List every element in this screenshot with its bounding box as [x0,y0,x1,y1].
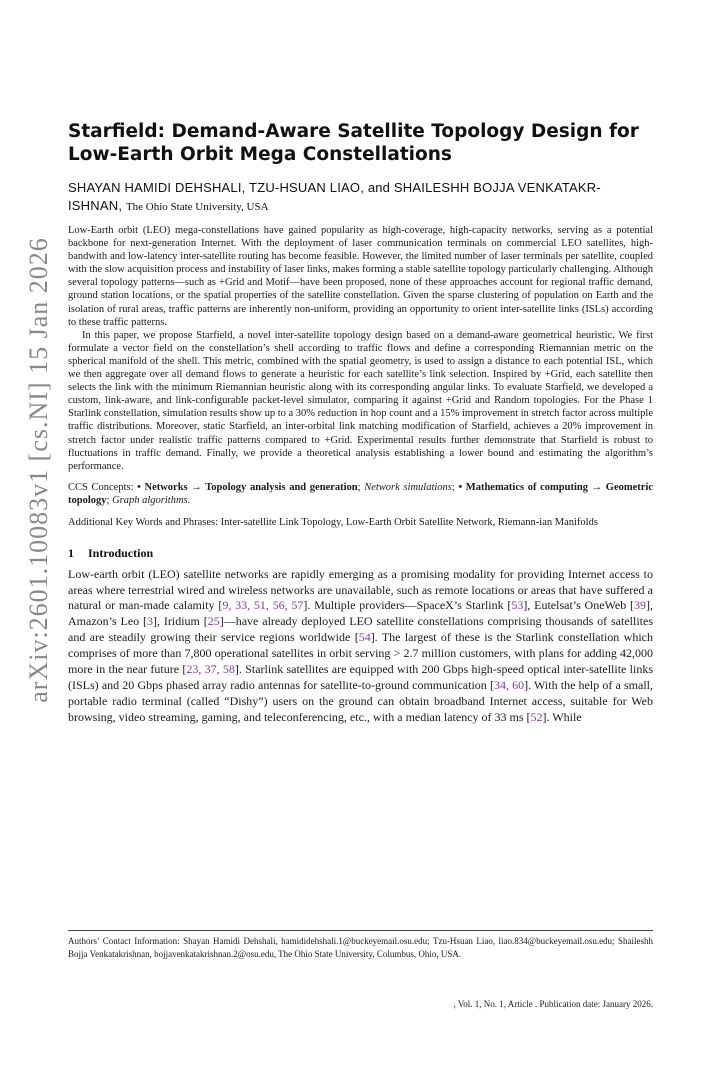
citation-link[interactable]: 54 [358,630,371,645]
section-heading-introduction [68,546,653,561]
citation-link[interactable]: 39 [634,598,646,613]
citation-link[interactable]: 25 [207,614,220,629]
ccs-term-network-simulations: Network simulations [364,481,452,493]
abstract-paragraph-1: Low-Earth orbit (LEO) mega-constellations have gained popularity as high-coverage, high-capacity networks, serving as a potential backbone for next-generation Internet. With the deployment of laser communication terminals on commercial LEO satellites, high-bandwith and low-latency inter-satellite routing has become feasible. However, the limited number of laser terminals per satellite, coupled with the slow acquisition process and instability of laser links, makes forming a stable satellite topology particularly challenging. Although several topology patterns—such as +Grid and Motif—have been proposed, none of these approaches account for regional traffic demand, ground station locations, or the spatial properties of the satellite constellation. Given the sparse clustering of population on Earth and the isolation of rural areas, traffic patterns are inherently non-uniform, providing an opportunity to orient inter-satellite links (ISLs) according to these traffic patterns. [68,225,653,328]
citation-link[interactable]: 3 [147,614,154,629]
additional-keywords: Additional Key Words and Phrases: Inter-satellite Link Topology, Low-Earth Orbit Satellite Network, Riemann-ian Manifolds [68,517,598,529]
paper-content [68,120,653,726]
ccs-term-graph-algorithms: Graph algorithms [112,495,188,507]
ccs-concept-networks: • Networks → Topology analysis and generation [137,481,358,493]
author-block [68,179,653,216]
ccs-label: CCS Concepts: [68,481,138,493]
abstract [68,224,653,473]
publication-footer: , Vol. 1, No. 1, Article . Publication date: January 2026. [453,999,653,1009]
section-number: 1 [68,545,74,560]
footnote-divider [68,930,653,931]
author-names: SHAYAN HAMIDI DEHSHALI, TZU-HSUAN LIAO, and SHAILESHH BOJJA VENKATAKR-ISHNAN, [68,180,601,213]
citation-link[interactable]: 52 [530,709,543,724]
ccs-concepts: CCS Concepts: • Networks → Topology analysis and generation; Network simulations; • Mathematics of computing → Geometric topology; Graph algorithms. [68,481,654,507]
citation-link[interactable]: 23, 37, 58 [186,662,235,677]
author-contact-footnote: Authors’ Contact Information: Shayan Hamidi Dehshali, hamididehshali.1@buckeyemail.osu.edu; Tzu-Hsuan Liao, liao.834@buckeyemail.osu.edu; Shaileshh Bojja Venkatakrishnan, bojjavenkatakrishnan.2@osu.edu, The Ohio State University, Columbus, Ohio, USA. [68,936,653,959]
arxiv-identifier-text: arXiv:2601.10083v1 [cs.NI] 15 Jan 2026 [24,237,53,703]
introduction-paragraph: Low-earth orbit (LEO) satellite networks are rapidly emerging as a promising modality for providing Internet access to areas where terrestrial wired and wireless networks are unavailable, such as remote locations or areas that have suffered a natural or man-made calamity [9, 33, 51, 56, 57]. Multiple providers—SpaceX’s Starlink [53], Eutelsat’s OneWeb [39], Amazon’s Leo [3], Iridium [25]—have already deployed LEO satellite constellations comprising thousands of satellites and are steadily growing their service regions worldwide [54]. The largest of these is the Starlink constellation which comprises of more than 7,800 operational satellites in orbit serving > 2.7 million customers, with plans for adding 42,000 more in the near future [23, 37, 58]. Starlink satellites are equipped with 200 Gbps high-speed optical inter-satellite links (ISLs) and 20 Gbps phased array radio antennas for satellite-to-ground communication [34, 60]. With the help of a small, portable radio terminal (called “Dishy”) users on the ground can obtain broadband Internet access, suitable for Web browsing, video streaming, gaming, and teleconferencing, etc., with a median latency of 33 ms [52]. While [68,566,654,724]
paper-title: Starfield: Demand-Aware Satellite Topology Design for Low-Earth Orbit Mega Constellations [68,121,639,165]
citation-link[interactable]: 53 [511,598,524,613]
abstract-paragraph-2: In this paper, we propose Starfield, a novel inter-satellite topology design based on a demand-aware geometrical heuristic. We first formulate a vector field on the constellation’s shell according to traffic flows and define a corresponding Riemannian metric on the spherical manifold of the shell. This metric, combined with the spatial geometry, is used to assign a distance to each potential ISL, which we then aggregate over all demand flows to generate a heuristic for each satellite’s link selection. Inspired by +Grid, each satellite then selects the link with the minimum Riemannian heuristic along with its corresponding angular links. To evaluate Starfield, we developed a custom, link-aware, and link-configurable packet-level simulator, comparing it against +Grid and Random topologies. For the Phase 1 Starlink constellation, simulation results show up to a 30% reduction in hop count and a 15% improvement in stretch factor across multiple traffic distributions. Moreover, static Starfield, an inter-orbital link matching modification of Starfield, achieves a 20% improvement in stretch factor under realistic traffic patterns compared to +Grid. Experimental results further demonstrate that Starfield is robust to fluctuations in traffic demand. Finally, we provide a theoretical analysis establishing a lower bound and estimating the algorithm’s performance. [68,329,653,472]
ccs-concept-mathematics: • Mathematics of computing → Geometric topology [68,481,654,507]
arxiv-identifier-stamp [9,237,69,703]
citation-link[interactable]: 34, 60 [493,678,525,693]
author-affiliation: The Ohio State University, USA [125,201,269,213]
citation-link[interactable]: 9, 33, 51, 56, 57 [222,598,304,613]
section-title: Introduction [88,545,154,560]
